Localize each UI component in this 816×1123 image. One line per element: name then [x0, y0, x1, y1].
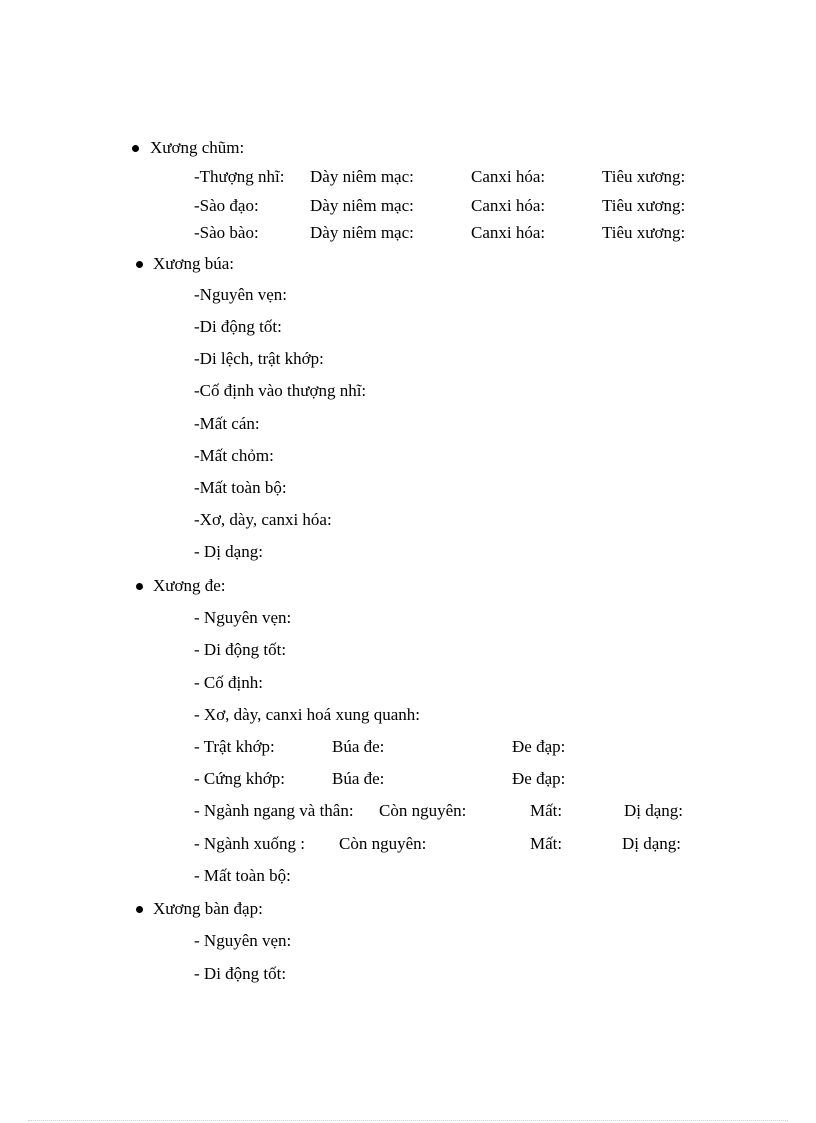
heading-xuong-bua: Xương búa: — [153, 254, 234, 273]
xuong-chum-row-label: -Thượng nhĩ: — [194, 167, 285, 186]
trat-khop-de-dap: Đe đạp: — [512, 737, 566, 756]
bullet-xuong-ban-dap — [136, 906, 143, 913]
nganh-ngang-di-dang: Dị dạng: — [624, 801, 684, 820]
xuong-bua-item: -Cố định vào thượng nhĩ: — [194, 381, 367, 400]
nganh-ngang-label: - Ngành ngang và thân: — [194, 801, 354, 820]
xuong-chum-row-field: Tiêu xương: — [602, 167, 686, 186]
bullet-xuong-chum — [132, 145, 139, 152]
cung-khop-label: - Cứng khớp: — [194, 769, 285, 788]
xuong-bua-item: - Dị dạng: — [194, 542, 263, 561]
nganh-xuong-con-nguyen: Còn nguyên: — [339, 834, 427, 853]
xuong-chum-row-field: Canxi hóa: — [471, 196, 546, 215]
xuong-ban-dap-item: - Di động tốt: — [194, 964, 287, 983]
xuong-bua-item: -Nguyên vẹn: — [194, 285, 288, 304]
nganh-xuong-di-dang: Dị dạng: — [622, 834, 682, 853]
nganh-ngang-mat: Mất: — [530, 801, 563, 820]
bullet-xuong-bua — [136, 261, 143, 268]
cung-khop-bua-de: Búa đe: — [332, 769, 385, 788]
heading-xuong-ban-dap: Xương bàn đạp: — [153, 899, 263, 918]
heading-xuong-de: Xương đe: — [153, 576, 226, 595]
xuong-bua-item: -Di động tốt: — [194, 317, 282, 336]
trat-khop-bua-de: Búa đe: — [332, 737, 385, 756]
xuong-chum-row-field: Dày niêm mạc: — [310, 167, 414, 186]
xuong-chum-row-field: Dày niêm mạc: — [310, 223, 414, 242]
xuong-chum-row-label: -Sào bào: — [194, 223, 259, 242]
page-bottom-divider — [28, 1120, 788, 1121]
xuong-chum-row-field: Dày niêm mạc: — [310, 196, 414, 215]
xuong-de-item: - Di động tốt: — [194, 640, 287, 659]
nganh-xuong-label: - Ngành xuống : — [194, 834, 305, 853]
xuong-chum-row-label: -Sào đạo: — [194, 196, 259, 215]
xuong-bua-item: -Mất toàn bộ: — [194, 478, 287, 497]
xuong-bua-item: -Mất cán: — [194, 414, 260, 433]
bullet-xuong-de — [136, 583, 143, 590]
xuong-bua-item: -Mất chỏm: — [194, 446, 274, 465]
xuong-bua-item: -Xơ, dày, canxi hóa: — [194, 510, 332, 529]
heading-xuong-chum: Xương chũm: — [150, 138, 245, 157]
xuong-de-item: - Xơ, dày, canxi hoá xung quanh: — [194, 705, 420, 724]
nganh-xuong-mat: Mất: — [530, 834, 563, 853]
xuong-chum-row-field: Tiêu xương: — [602, 223, 686, 242]
xuong-de-item: - Cố định: — [194, 673, 263, 692]
xuong-chum-row-field: Canxi hóa: — [471, 167, 546, 186]
xuong-chum-row-field: Tiêu xương: — [602, 196, 686, 215]
xuong-ban-dap-item: - Nguyên vẹn: — [194, 931, 292, 950]
cung-khop-de-dap: Đe đạp: — [512, 769, 566, 788]
trat-khop-label: - Trật khớp: — [194, 737, 275, 756]
xuong-de-mat-toan-bo: - Mất toàn bộ: — [194, 866, 291, 885]
nganh-ngang-con-nguyen: Còn nguyên: — [379, 801, 467, 820]
xuong-bua-item: -Di lệch, trật khớp: — [194, 349, 324, 368]
xuong-chum-row-field: Canxi hóa: — [471, 223, 546, 242]
xuong-de-item: - Nguyên vẹn: — [194, 608, 292, 627]
